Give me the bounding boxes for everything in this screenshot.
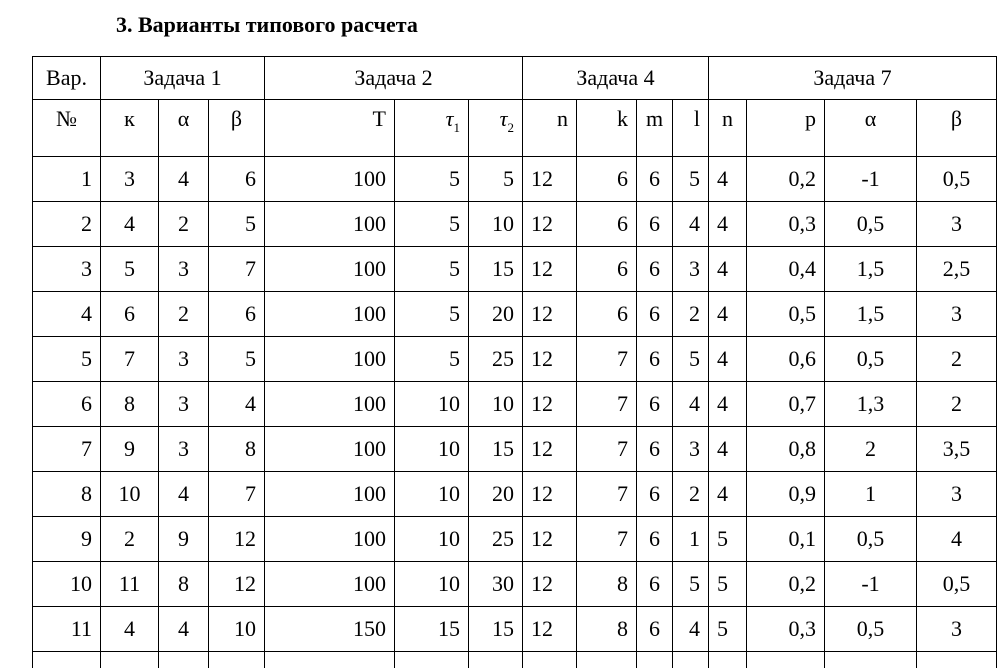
cell-t4-n: 12 [523, 337, 577, 382]
cell-t7-alpha: 0,5 [825, 202, 917, 247]
cell-t1-alpha: 4 [159, 607, 209, 652]
cell-t4-k: 7 [577, 382, 637, 427]
cell-t4-k: 7 [577, 517, 637, 562]
cell-empty [577, 652, 637, 668]
table-row-cutoff [33, 652, 997, 668]
cell-t1-alpha: 3 [159, 382, 209, 427]
header-t1-alpha: α [159, 100, 209, 157]
header-number-sign: № [33, 100, 101, 157]
cell-t2-tau1: 15 [395, 607, 469, 652]
header-variant-label: Вар. [33, 57, 101, 100]
cell-t2-tau1: 5 [395, 247, 469, 292]
header-t2-T: T [265, 100, 395, 157]
cell-t2-T: 100 [265, 562, 395, 607]
cell-t1-alpha: 2 [159, 292, 209, 337]
cell-empty [101, 652, 159, 668]
table-row [33, 517, 997, 562]
cell-empty [917, 652, 997, 668]
table-row [33, 472, 997, 517]
cell-t1-beta: 5 [209, 337, 265, 382]
table-row [33, 562, 997, 607]
cell-t1-alpha: 3 [159, 427, 209, 472]
cell-t7-beta: 3 [917, 607, 997, 652]
cell-variant: 7 [33, 427, 101, 472]
cell-t2-T: 100 [265, 337, 395, 382]
cell-t2-tau1: 5 [395, 202, 469, 247]
cell-variant: 3 [33, 247, 101, 292]
cell-t7-p: 0,5 [747, 292, 825, 337]
table-row [33, 292, 997, 337]
cell-t4-m: 6 [637, 562, 673, 607]
cell-t2-T: 100 [265, 157, 395, 202]
cell-t2-tau2: 30 [469, 562, 523, 607]
cell-t2-tau2: 15 [469, 607, 523, 652]
cell-variant: 8 [33, 472, 101, 517]
cell-t2-T: 100 [265, 202, 395, 247]
cell-t4-m: 6 [637, 607, 673, 652]
cell-t4-l: 4 [673, 382, 709, 427]
cell-empty [523, 652, 577, 668]
cell-t4-l: 5 [673, 157, 709, 202]
cell-t2-tau2: 20 [469, 292, 523, 337]
cell-t7-alpha: -1 [825, 157, 917, 202]
cell-t4-n: 12 [523, 292, 577, 337]
cell-t1-beta: 7 [209, 247, 265, 292]
cell-t1-beta: 8 [209, 427, 265, 472]
table-row [33, 607, 997, 652]
cell-t1-alpha: 4 [159, 157, 209, 202]
cell-t1-alpha: 3 [159, 337, 209, 382]
variants-table [32, 56, 997, 668]
cell-t4-n: 12 [523, 157, 577, 202]
cell-t1-beta: 7 [209, 472, 265, 517]
cell-empty [825, 652, 917, 668]
cell-t7-n: 5 [709, 517, 747, 562]
cell-t7-n: 5 [709, 607, 747, 652]
cell-t7-n: 4 [709, 337, 747, 382]
cell-empty [747, 652, 825, 668]
header-t7-alpha: α [825, 100, 917, 157]
cell-t7-alpha: 2 [825, 427, 917, 472]
cell-t2-tau1: 5 [395, 157, 469, 202]
cell-t2-T: 100 [265, 247, 395, 292]
cell-t7-alpha: 1,5 [825, 292, 917, 337]
cell-t7-p: 0,2 [747, 157, 825, 202]
cell-t7-alpha: 1,5 [825, 247, 917, 292]
cell-t2-tau1: 10 [395, 472, 469, 517]
header-t7-n: n [709, 100, 747, 157]
cell-t1-k: 11 [101, 562, 159, 607]
cell-t4-k: 7 [577, 427, 637, 472]
header-t2-tau2 [469, 100, 523, 157]
cell-t7-p: 0,2 [747, 562, 825, 607]
table-row [33, 247, 997, 292]
cell-t2-tau1: 10 [395, 562, 469, 607]
cell-t4-m: 6 [637, 292, 673, 337]
cell-t4-m: 6 [637, 427, 673, 472]
table-row [33, 337, 997, 382]
cell-empty [209, 652, 265, 668]
cell-t4-l: 4 [673, 202, 709, 247]
cell-t2-tau2: 15 [469, 247, 523, 292]
cell-t7-beta: 3 [917, 202, 997, 247]
cell-t4-k: 6 [577, 157, 637, 202]
header-row-groups [33, 57, 997, 100]
cell-t1-beta: 4 [209, 382, 265, 427]
header-t4-k: k [577, 100, 637, 157]
cell-t1-alpha: 2 [159, 202, 209, 247]
cell-t4-l: 2 [673, 292, 709, 337]
cell-t4-l: 3 [673, 427, 709, 472]
tau-subscript: 2 [508, 120, 515, 135]
cell-t2-tau2: 25 [469, 517, 523, 562]
cell-empty [637, 652, 673, 668]
cell-t4-n: 12 [523, 202, 577, 247]
cell-t7-beta: 0,5 [917, 562, 997, 607]
cell-t7-beta: 3 [917, 472, 997, 517]
cell-t7-p: 0,3 [747, 202, 825, 247]
cell-t7-n: 5 [709, 562, 747, 607]
cell-t7-p: 0,8 [747, 427, 825, 472]
tau-subscript: 1 [454, 120, 461, 135]
cell-t4-n: 12 [523, 472, 577, 517]
cell-t1-k: 6 [101, 292, 159, 337]
cell-t1-alpha: 9 [159, 517, 209, 562]
cell-variant: 1 [33, 157, 101, 202]
cell-t2-T: 100 [265, 427, 395, 472]
cell-t1-k: 3 [101, 157, 159, 202]
cell-variant: 11 [33, 607, 101, 652]
cell-t1-k: 5 [101, 247, 159, 292]
cell-t1-k: 8 [101, 382, 159, 427]
cell-t2-T: 100 [265, 292, 395, 337]
cell-variant: 9 [33, 517, 101, 562]
header-t7-beta: β [917, 100, 997, 157]
header-task-1: Задача 1 [101, 57, 265, 100]
cell-t7-p: 0,4 [747, 247, 825, 292]
cell-t2-tau2: 5 [469, 157, 523, 202]
cell-t1-beta: 5 [209, 202, 265, 247]
header-t1-k: к [101, 100, 159, 157]
cell-t7-beta: 2 [917, 382, 997, 427]
header-task-4: Задача 4 [523, 57, 709, 100]
cell-t7-p: 0,1 [747, 517, 825, 562]
header-t4-n: n [523, 100, 577, 157]
cell-t1-beta: 6 [209, 157, 265, 202]
cell-t4-m: 6 [637, 247, 673, 292]
cell-t1-beta: 12 [209, 517, 265, 562]
cell-t4-k: 7 [577, 337, 637, 382]
cell-t4-k: 8 [577, 607, 637, 652]
cell-t2-tau2: 15 [469, 427, 523, 472]
cell-t4-n: 12 [523, 382, 577, 427]
cell-t7-n: 4 [709, 472, 747, 517]
cell-t2-T: 150 [265, 607, 395, 652]
cell-empty [33, 652, 101, 668]
cell-t7-n: 4 [709, 382, 747, 427]
cell-t7-alpha: -1 [825, 562, 917, 607]
cell-t1-k: 9 [101, 427, 159, 472]
cell-t4-m: 6 [637, 517, 673, 562]
table-row [33, 382, 997, 427]
cell-t4-l: 1 [673, 517, 709, 562]
cell-t7-p: 0,3 [747, 607, 825, 652]
cell-t4-l: 5 [673, 337, 709, 382]
cell-t7-p: 0,6 [747, 337, 825, 382]
cell-t2-T: 100 [265, 472, 395, 517]
cell-t4-n: 12 [523, 427, 577, 472]
cell-t2-tau1: 10 [395, 427, 469, 472]
cell-t2-tau2: 10 [469, 202, 523, 247]
cell-variant: 5 [33, 337, 101, 382]
cell-t4-k: 6 [577, 247, 637, 292]
cell-t1-k: 4 [101, 202, 159, 247]
cell-t2-tau2: 25 [469, 337, 523, 382]
cell-t1-k: 2 [101, 517, 159, 562]
cell-variant: 6 [33, 382, 101, 427]
cell-t1-k: 7 [101, 337, 159, 382]
table-row [33, 157, 997, 202]
cell-t7-n: 4 [709, 157, 747, 202]
cell-t4-m: 6 [637, 382, 673, 427]
cell-t4-l: 3 [673, 247, 709, 292]
cell-t4-k: 7 [577, 472, 637, 517]
cell-t7-beta: 0,5 [917, 157, 997, 202]
header-t1-beta: β [209, 100, 265, 157]
cell-t4-m: 6 [637, 337, 673, 382]
cell-t1-beta: 12 [209, 562, 265, 607]
cell-empty [395, 652, 469, 668]
table-row [33, 427, 997, 472]
cell-t7-alpha: 0,5 [825, 607, 917, 652]
cell-t2-tau2: 20 [469, 472, 523, 517]
cell-empty [265, 652, 395, 668]
cell-t4-n: 12 [523, 247, 577, 292]
cell-t2-tau1: 5 [395, 292, 469, 337]
cell-t7-n: 4 [709, 427, 747, 472]
tau-symbol: τ [500, 106, 508, 131]
cell-t7-p: 0,7 [747, 382, 825, 427]
cell-t7-n: 4 [709, 247, 747, 292]
tau-symbol: τ [446, 106, 454, 131]
cell-t1-beta: 6 [209, 292, 265, 337]
cell-t2-tau1: 10 [395, 382, 469, 427]
cell-t2-T: 100 [265, 517, 395, 562]
cell-empty [159, 652, 209, 668]
cell-t7-alpha: 0,5 [825, 517, 917, 562]
cell-t7-beta: 2,5 [917, 247, 997, 292]
cell-variant: 10 [33, 562, 101, 607]
cell-empty [673, 652, 709, 668]
cell-t7-alpha: 1 [825, 472, 917, 517]
cell-t1-beta: 10 [209, 607, 265, 652]
cell-t7-p: 0,9 [747, 472, 825, 517]
cell-t4-l: 4 [673, 607, 709, 652]
cell-t2-T: 100 [265, 382, 395, 427]
cell-t4-l: 5 [673, 562, 709, 607]
header-task-7: Задача 7 [709, 57, 997, 100]
cell-t1-k: 4 [101, 607, 159, 652]
cell-t7-alpha: 0,5 [825, 337, 917, 382]
cell-t4-m: 6 [637, 157, 673, 202]
cell-t7-alpha: 1,3 [825, 382, 917, 427]
cell-t2-tau1: 5 [395, 337, 469, 382]
cell-variant: 2 [33, 202, 101, 247]
header-row-params [33, 100, 997, 157]
cell-t4-m: 6 [637, 472, 673, 517]
cell-variant: 4 [33, 292, 101, 337]
cell-t2-tau1: 10 [395, 517, 469, 562]
cell-t7-beta: 3 [917, 292, 997, 337]
header-task-2: Задача 2 [265, 57, 523, 100]
header-t2-tau1 [395, 100, 469, 157]
cell-t7-n: 4 [709, 202, 747, 247]
cell-t7-beta: 2 [917, 337, 997, 382]
header-t4-l: l [673, 100, 709, 157]
cell-t2-tau2: 10 [469, 382, 523, 427]
cell-t7-beta: 3,5 [917, 427, 997, 472]
cell-t7-beta: 4 [917, 517, 997, 562]
cell-empty [469, 652, 523, 668]
page-title: 3. Варианты типового расчета [116, 12, 418, 38]
cell-t1-alpha: 4 [159, 472, 209, 517]
header-t7-p: p [747, 100, 825, 157]
cell-t7-n: 4 [709, 292, 747, 337]
cell-t1-alpha: 3 [159, 247, 209, 292]
cell-t4-n: 12 [523, 607, 577, 652]
header-t4-m: m [637, 100, 673, 157]
cell-empty [709, 652, 747, 668]
cell-t4-n: 12 [523, 562, 577, 607]
cell-t4-m: 6 [637, 202, 673, 247]
cell-t1-alpha: 8 [159, 562, 209, 607]
table-row [33, 202, 997, 247]
cell-t4-k: 6 [577, 202, 637, 247]
cell-t1-k: 10 [101, 472, 159, 517]
cell-t4-n: 12 [523, 517, 577, 562]
cell-t4-l: 2 [673, 472, 709, 517]
cell-t4-k: 8 [577, 562, 637, 607]
cell-t4-k: 6 [577, 292, 637, 337]
